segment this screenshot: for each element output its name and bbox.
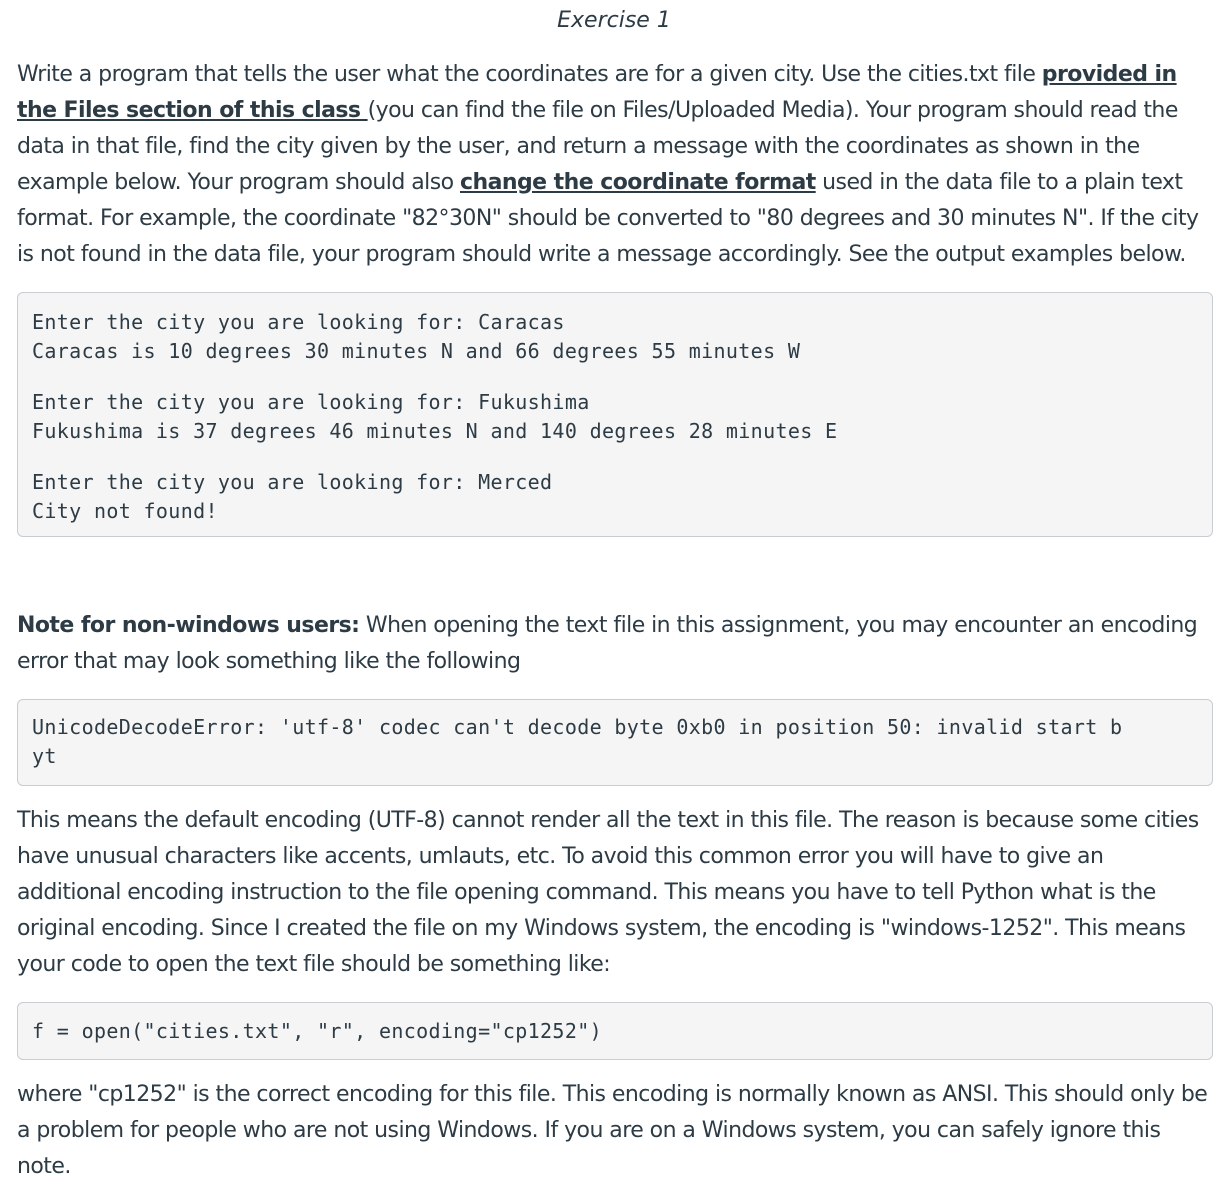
code-line: yt bbox=[32, 744, 57, 768]
instructions-text-b: (you can find the file on Files/Uploaded Media). Your program should read the data in that file, find the city given by the user, and return a message with the coordinates as shown in the example below. Your program should also bbox=[17, 98, 1178, 195]
code-line: Enter the city you are looking for: Fukushima bbox=[32, 390, 590, 414]
exercise-title: Exercise 1 bbox=[557, 8, 671, 33]
closing-paragraph: where "cp1252" is the correct encoding for this file. This encoding is normally known as ANSI. This should only be a problem for people who are not using Windows. If you are on a Windows system, you can safely ignore this note. bbox=[17, 1082, 1208, 1179]
files-section-link[interactable]: provided in the Files section of this class bbox=[17, 62, 1177, 123]
error-code-block bbox=[17, 699, 1213, 786]
note-text: When opening the text file in this assignment, you may encounter an encoding error that may look something like the following bbox=[17, 613, 1198, 674]
code-line: f = open("cities.txt", "r", encoding="cp1252") bbox=[32, 1019, 602, 1043]
code-line: Enter the city you are looking for: Caracas bbox=[32, 310, 565, 334]
code-line: UnicodeDecodeError: 'utf-8' codec can't decode byte 0xb0 in position 50: invalid start b bbox=[32, 715, 1123, 739]
code-line: Fukushima is 37 degrees 46 minutes N and 140 degrees 28 minutes E bbox=[32, 419, 838, 443]
code-spacer bbox=[32, 446, 1198, 468]
instructions-text-c: used in the data file to a plain text format. For example, the coordinate "82°30N" should be converted to "80 degrees and 30 minutes N". If the city is not found in the data file, your program should write a message accordingly. See the output examples below. bbox=[17, 170, 1199, 267]
code-line: City not found! bbox=[32, 499, 218, 523]
instructions-paragraph bbox=[17, 57, 1213, 273]
code-line: Enter the city you are looking for: Merced bbox=[32, 470, 553, 494]
open-file-code-block bbox=[17, 1002, 1213, 1060]
output-examples-code-block bbox=[17, 292, 1213, 537]
code-spacer bbox=[32, 366, 1198, 388]
code-line: Caracas is 10 degrees 30 minutes N and 66 degrees 55 minutes W bbox=[32, 339, 801, 363]
encoding-explanation-paragraph: This means the default encoding (UTF-8) cannot render all the text in this file. The reason is because some cities have unusual characters like accents, umlauts, etc. To avoid this common error you will have to give an additional encoding instruction to the file opening command. This means you have to tell Python what is the original encoding. Since I created the file on my Windows system, the encoding is "windows-1252". This means your code to open the text file should be something like: bbox=[17, 808, 1199, 977]
coordinate-format-link[interactable]: change the coordinate format bbox=[459, 170, 816, 195]
note-paragraph bbox=[17, 608, 1213, 680]
note-heading: Note for non-windows users: bbox=[17, 613, 360, 638]
instructions-text-a: Write a program that tells the user what the coordinates are for a given city. Use the cities.txt file bbox=[17, 62, 1042, 87]
